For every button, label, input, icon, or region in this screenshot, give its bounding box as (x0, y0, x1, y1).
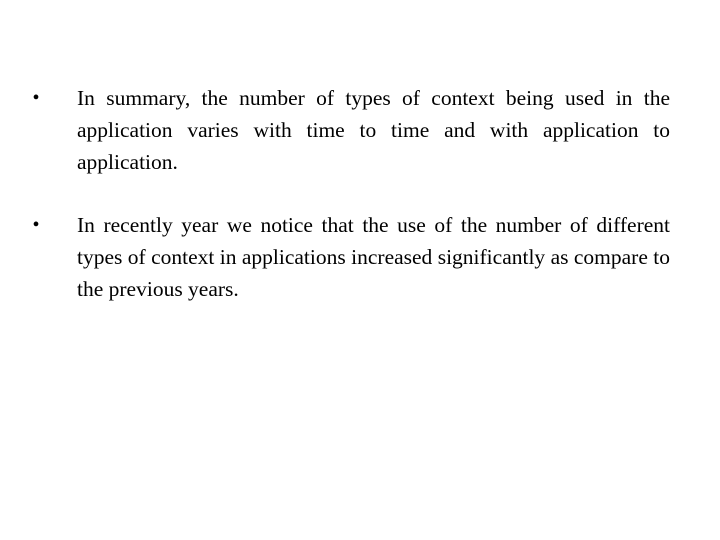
bullet-marker: • (32, 87, 40, 109)
bullet-list (30, 82, 670, 336)
bullet-text-recent-years: In recently year we notice that the use of the number of different types of context in applications increased significantly as compare to the previous years. (77, 213, 670, 301)
bullet-item-recent-years (30, 209, 670, 305)
bullet-text-summary: In summary, the number of types of context being used in the application varies with time to time and with application to application. (77, 86, 670, 174)
bullet-marker: • (32, 214, 40, 236)
bullet-item-summary (30, 82, 670, 178)
